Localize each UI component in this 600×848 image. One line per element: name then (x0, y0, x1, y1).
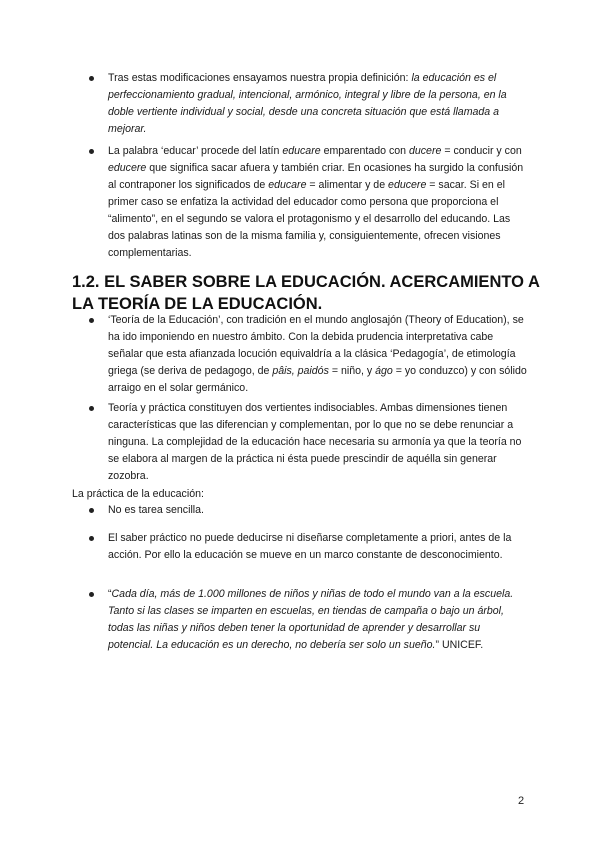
text-run: = alimentar y de (306, 179, 389, 191)
bullet-text (108, 70, 528, 138)
page-number: 2 (518, 795, 525, 807)
text-run: = niño, y (328, 365, 376, 377)
bullet-text (108, 143, 528, 262)
text-run: Tras estas modificaciones ensayamos nuestra propia definición: (108, 72, 412, 84)
text-run: = sacar. Si en el primer caso se enfatiza la actividad del educador como persona que proporciona el “alimento”, en el segundo se valora el protagonismo y el desarrollo del educando. Las dos palabras latinas son de la misma familia y, consiguientemente, ofrecen visiones complementarias. (108, 179, 511, 259)
italic-text: pâis, paidós (272, 365, 329, 377)
bullet-icon (89, 592, 94, 597)
text-run: emparentado con (320, 145, 409, 157)
text-run: que significa sacar afuera y también criar. En ocasiones ha surgido la confusión al contraponer los significados de (108, 162, 524, 191)
text-run: La palabra ‘educar’ procede del latín (108, 145, 283, 157)
text-run: Teoría y práctica constituyen dos vertientes indisociables. Ambas dimensiones tienen características que las diferencian y complementan, por lo que no se debe renunciar a ninguna. La complejidad de la educación hace necesaria su armonía ya que la teoría no se elabora al margen de la práctica ni ésta puede prescindir de aquélla sin generar zozobra. (108, 402, 522, 482)
italic-text: la educación es el perfeccionamiento gradual, intencional, armónico, integral y libre de la persona, en la doble vertiente individual y social, desde una concreta situación que está llamada a mejorar. (108, 72, 507, 135)
bullet-text (108, 502, 528, 519)
italic-text: educare (268, 179, 307, 191)
bullet-icon (89, 406, 94, 411)
bullet-icon (89, 149, 94, 154)
bullet-text (108, 530, 528, 564)
text-run: ” UNICEF. (435, 639, 484, 651)
text-run: El saber práctico no puede deducirse ni diseñarse completamente a priori, antes de la acción. Por ello la educación se mueve en un marco constante de desconocimiento. (108, 532, 512, 561)
text-run: = yo conduzco) y con sólido arraigo en el solar germánico. (108, 365, 527, 394)
bullet-text (108, 400, 528, 485)
bullet-text (108, 586, 528, 654)
italic-text: educare (282, 145, 321, 157)
italic-text: educere (388, 179, 427, 191)
bullet-icon (89, 536, 94, 541)
italic-text: educere (108, 162, 147, 174)
italic-text: ducere (408, 145, 442, 157)
section-heading: 1.2. EL SABER SOBRE LA EDUCACIÓN. ACERCAMIENTO A LA TEORÍA DE LA EDUCACIÓN. (72, 273, 540, 313)
practice-label: La práctica de la educación: (72, 488, 204, 500)
text-run: “ (108, 588, 112, 600)
italic-text: Cada día, más de 1.000 millones de niños y niñas de todo el mundo van a la escuela. Tanto si las clases se imparten en escuelas, en tiendas de campaña o bajo un árbol, todas las niñas y niños deben tener la oportunidad de aprender y desarrollar su potencial. La educación es un derecho, no debería ser solo un sueño. (108, 588, 514, 651)
text-run: ‘Teoría de la Educación’, con tradición en el mundo anglosajón (Theory of Education), se ha ido imponiendo en nuestro ámbito. Con la debida prudencia interpretativa cabe señalar que esta afianzada locución equivaldría a la clásica ‘Pedagogía’, de etimología griega (se deriva de pedagogo, de (108, 314, 524, 377)
text-run: No es tarea sencilla. (108, 504, 204, 516)
text-run: = conducir y con (441, 145, 522, 157)
bullet-text (108, 312, 528, 397)
bullet-icon (89, 76, 94, 81)
bullet-icon (89, 318, 94, 323)
italic-text: ágo (375, 365, 393, 377)
bullet-icon (89, 508, 94, 513)
